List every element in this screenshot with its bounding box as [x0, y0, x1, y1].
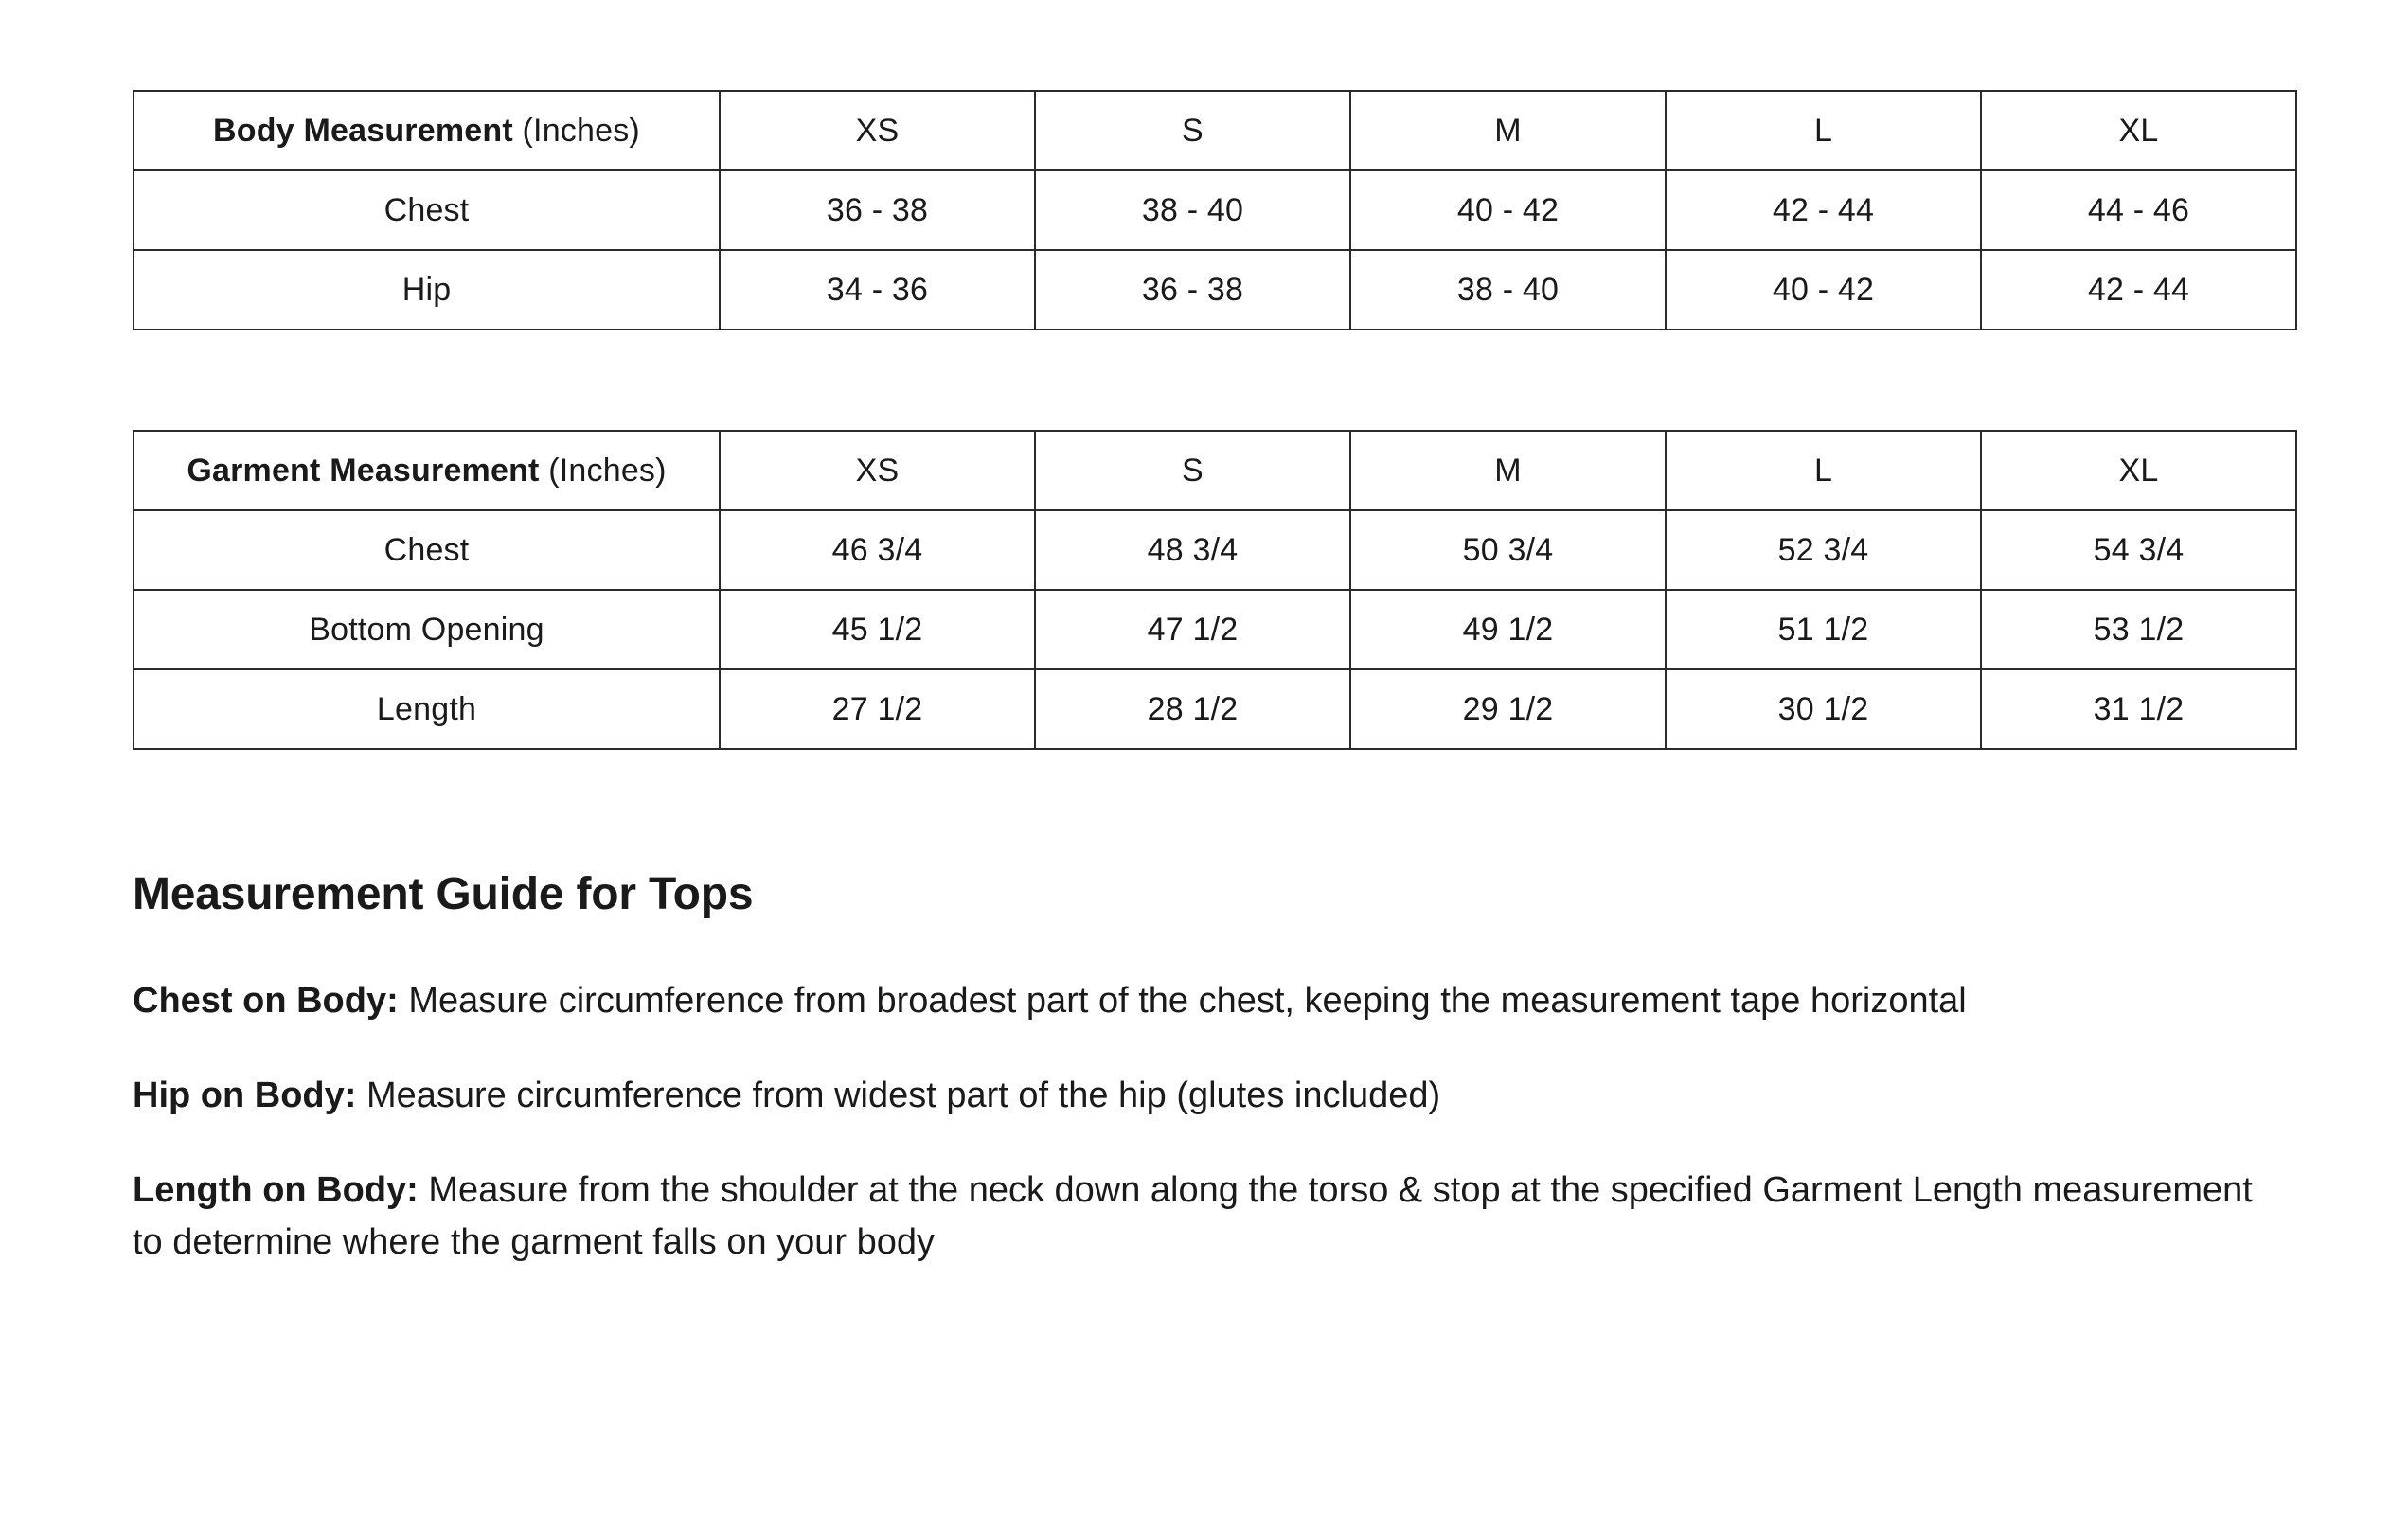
- cell-chest-m: 40 - 42: [1350, 170, 1666, 250]
- body-table-title: Body Measurement: [213, 112, 513, 149]
- table-spacer: [133, 330, 2275, 430]
- column-header-l: L: [1666, 431, 1981, 510]
- column-header-m: M: [1350, 91, 1666, 170]
- measurement-guide-section: [133, 868, 2275, 1269]
- cell-bottom-opening-m: 49 1/2: [1350, 590, 1666, 669]
- row-label-chest: Chest: [134, 170, 720, 250]
- cell-garment-chest-xs: 46 3/4: [720, 510, 1035, 590]
- body-table-title-cell: [134, 91, 720, 170]
- cell-chest-xl: 44 - 46: [1981, 170, 2296, 250]
- garment-table-title-cell: [134, 431, 720, 510]
- column-header-s: S: [1035, 431, 1350, 510]
- body-table-unit: (Inches): [512, 112, 640, 149]
- cell-length-s: 28 1/2: [1035, 669, 1350, 749]
- table-row: [134, 669, 2296, 749]
- column-header-xs: XS: [720, 431, 1035, 510]
- cell-bottom-opening-xl: 53 1/2: [1981, 590, 2296, 669]
- garment-measurement-table: [133, 430, 2297, 750]
- row-label-length: Length: [134, 669, 720, 749]
- guide-term-length: Length on Body:: [133, 1170, 419, 1211]
- column-header-s: S: [1035, 91, 1350, 170]
- guide-text-hip: Measure circumference from widest part of the hip (glutes included): [356, 1076, 1441, 1116]
- cell-chest-s: 38 - 40: [1035, 170, 1350, 250]
- column-header-xs: XS: [720, 91, 1035, 170]
- guide-item-hip: [133, 1070, 2275, 1122]
- column-header-xl: XL: [1981, 91, 2296, 170]
- cell-garment-chest-l: 52 3/4: [1666, 510, 1981, 590]
- row-label-hip: Hip: [134, 250, 720, 329]
- column-header-l: L: [1666, 91, 1981, 170]
- column-header-xl: XL: [1981, 431, 2296, 510]
- guide-text-length: Measure from the shoulder at the neck down along the torso & stop at the specified Garment Length measurement to determine where the garment falls on your body: [133, 1170, 2253, 1263]
- body-measurement-table: [133, 90, 2297, 330]
- page-title: Measurement Guide for Tops: [133, 869, 754, 919]
- cell-garment-chest-s: 48 3/4: [1035, 510, 1350, 590]
- guide-term-hip: Hip on Body:: [133, 1076, 357, 1116]
- table-header-row: [134, 431, 2296, 510]
- garment-table-title: Garment Measurement: [187, 452, 540, 489]
- table-row: [134, 510, 2296, 590]
- guide-text-chest: Measure circumference from broadest part of the chest, keeping the measurement tape horizontal: [398, 981, 1967, 1021]
- row-label-chest: Chest: [134, 510, 720, 590]
- cell-bottom-opening-s: 47 1/2: [1035, 590, 1350, 669]
- table-row: [134, 250, 2296, 329]
- cell-hip-l: 40 - 42: [1666, 250, 1981, 329]
- guide-item-chest: [133, 975, 2275, 1027]
- guide-item-length: [133, 1165, 2275, 1269]
- cell-length-xs: 27 1/2: [720, 669, 1035, 749]
- cell-hip-m: 38 - 40: [1350, 250, 1666, 329]
- guide-term-chest: Chest on Body:: [133, 981, 399, 1021]
- row-label-bottom-opening: Bottom Opening: [134, 590, 720, 669]
- cell-chest-xs: 36 - 38: [720, 170, 1035, 250]
- cell-length-m: 29 1/2: [1350, 669, 1666, 749]
- cell-length-l: 30 1/2: [1666, 669, 1981, 749]
- cell-hip-xl: 42 - 44: [1981, 250, 2296, 329]
- garment-table-unit: (Inches): [539, 452, 667, 489]
- cell-bottom-opening-xs: 45 1/2: [720, 590, 1035, 669]
- table-header-row: [134, 91, 2296, 170]
- cell-hip-s: 36 - 38: [1035, 250, 1350, 329]
- cell-hip-xs: 34 - 36: [720, 250, 1035, 329]
- cell-length-xl: 31 1/2: [1981, 669, 2296, 749]
- cell-garment-chest-xl: 54 3/4: [1981, 510, 2296, 590]
- cell-garment-chest-m: 50 3/4: [1350, 510, 1666, 590]
- table-row: [134, 590, 2296, 669]
- column-header-m: M: [1350, 431, 1666, 510]
- table-row: [134, 170, 2296, 250]
- cell-bottom-opening-l: 51 1/2: [1666, 590, 1981, 669]
- cell-chest-l: 42 - 44: [1666, 170, 1981, 250]
